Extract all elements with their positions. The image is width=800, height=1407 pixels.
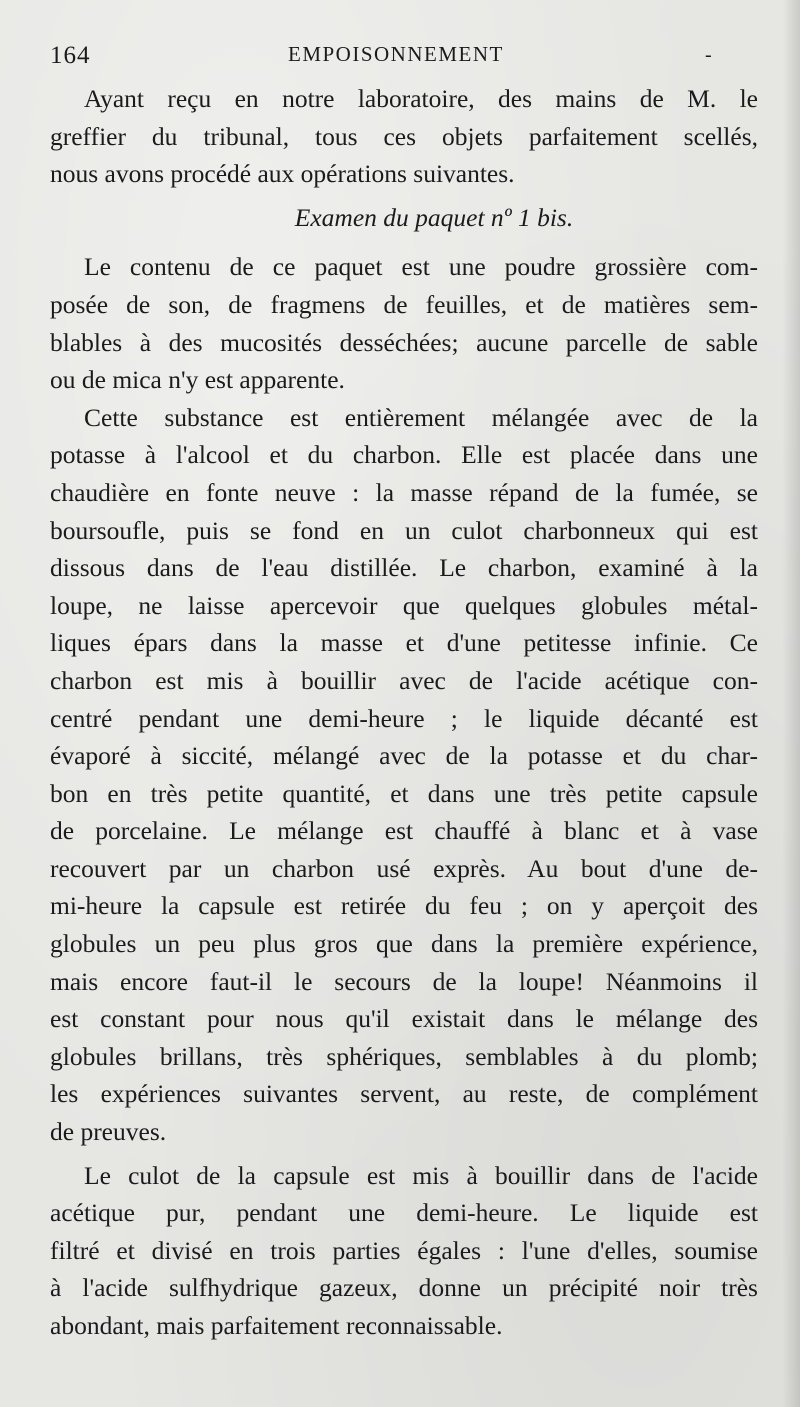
body-text [50, 80, 758, 1345]
text-line: boursoufle, puis se fond en un culot charbonneux qui est [50, 515, 758, 545]
page-number: 164 [50, 42, 91, 69]
text-line: Cette substance est entièrement mélangée avec de la [84, 402, 758, 432]
text-line: potasse à l'alcool et du charbon. Elle est placée dans une [50, 440, 758, 470]
text-line: de porcelaine. Le mélange est chauffé à blanc et à vase [50, 816, 758, 846]
text-line: mi-heure la capsule est retirée du feu ; on y aperçoit des [50, 891, 758, 921]
text-line: Le culot de la capsule est mis à bouillir dans de l'acide [84, 1160, 758, 1190]
text-line: centré pendant une demi-heure ; le liquide décanté est [50, 703, 758, 733]
text-line: globules brillans, très sphériques, semblables à du plomb; [50, 1041, 758, 1071]
text-line: de preuves. [50, 1117, 167, 1147]
text-line: évaporé à siccité, mélangé avec de la potasse et du char- [50, 741, 758, 771]
text-line: Le contenu de ce paquet est une poudre grossière com- [84, 252, 758, 282]
text-line: loupe, ne laisse apercevoir que quelques globules métal- [50, 590, 758, 620]
text-line: bon en très petite quantité, et dans une très petite capsule [50, 778, 758, 808]
text-line: ou de mica n'y est apparente. [50, 365, 345, 395]
text-line: charbon est mis à bouillir avec de l'acide acétique con- [50, 665, 758, 695]
section-heading: Examen du paquet nº 1 bis. [294, 202, 574, 232]
text-line: est constant pour nous qu'il existait dans le mélange des [50, 1004, 758, 1034]
text-line: abondant, mais parfaitement reconnaissable. [50, 1311, 503, 1340]
text-line: liques épars dans la masse et d'une petitesse infinie. Ce [50, 628, 758, 658]
text-line: dissous dans de l'eau distillée. Le charbon, examiné à la [50, 553, 758, 583]
running-head [0, 38, 800, 72]
text-line: blables à des mucosités desséchées; aucune parcelle de sable [50, 327, 758, 357]
text-line: acétique pur, pendant une demi-heure. Le liquide est [50, 1198, 758, 1228]
text-line: les expériences suivantes servent, au reste, de complément [50, 1079, 758, 1109]
text-line: filtré et divisé en trois parties égales : l'une d'elles, soumise [50, 1235, 758, 1265]
page-edge-shadow [782, 0, 800, 1407]
text-line: à l'acide sulfhydrique gazeux, donne un précipité noir très [50, 1273, 758, 1303]
running-mark: - [705, 44, 712, 66]
text-line: posée de son, de fragmens de feuilles, et de matières sem- [50, 289, 758, 319]
text-line: nous avons procédé aux opérations suivantes. [50, 159, 515, 189]
running-title: EMPOISONNEMENT [288, 42, 504, 66]
text-line: chaudière en fonte neuve : la masse répand de la fumée, se [50, 477, 758, 507]
text-line: greffier du tribunal, tous ces objets parfaitement scellés, [50, 121, 758, 151]
text-line: mais encore faut-il le secours de la loupe! Néanmoins il [50, 966, 758, 996]
text-line: recouvert par un charbon usé exprès. Au bout d'une de- [50, 853, 758, 883]
text-line: Ayant reçu en notre laboratoire, des mains de M. le [84, 84, 758, 113]
text-line: globules un peu plus gros que dans la première expérience, [50, 929, 758, 959]
